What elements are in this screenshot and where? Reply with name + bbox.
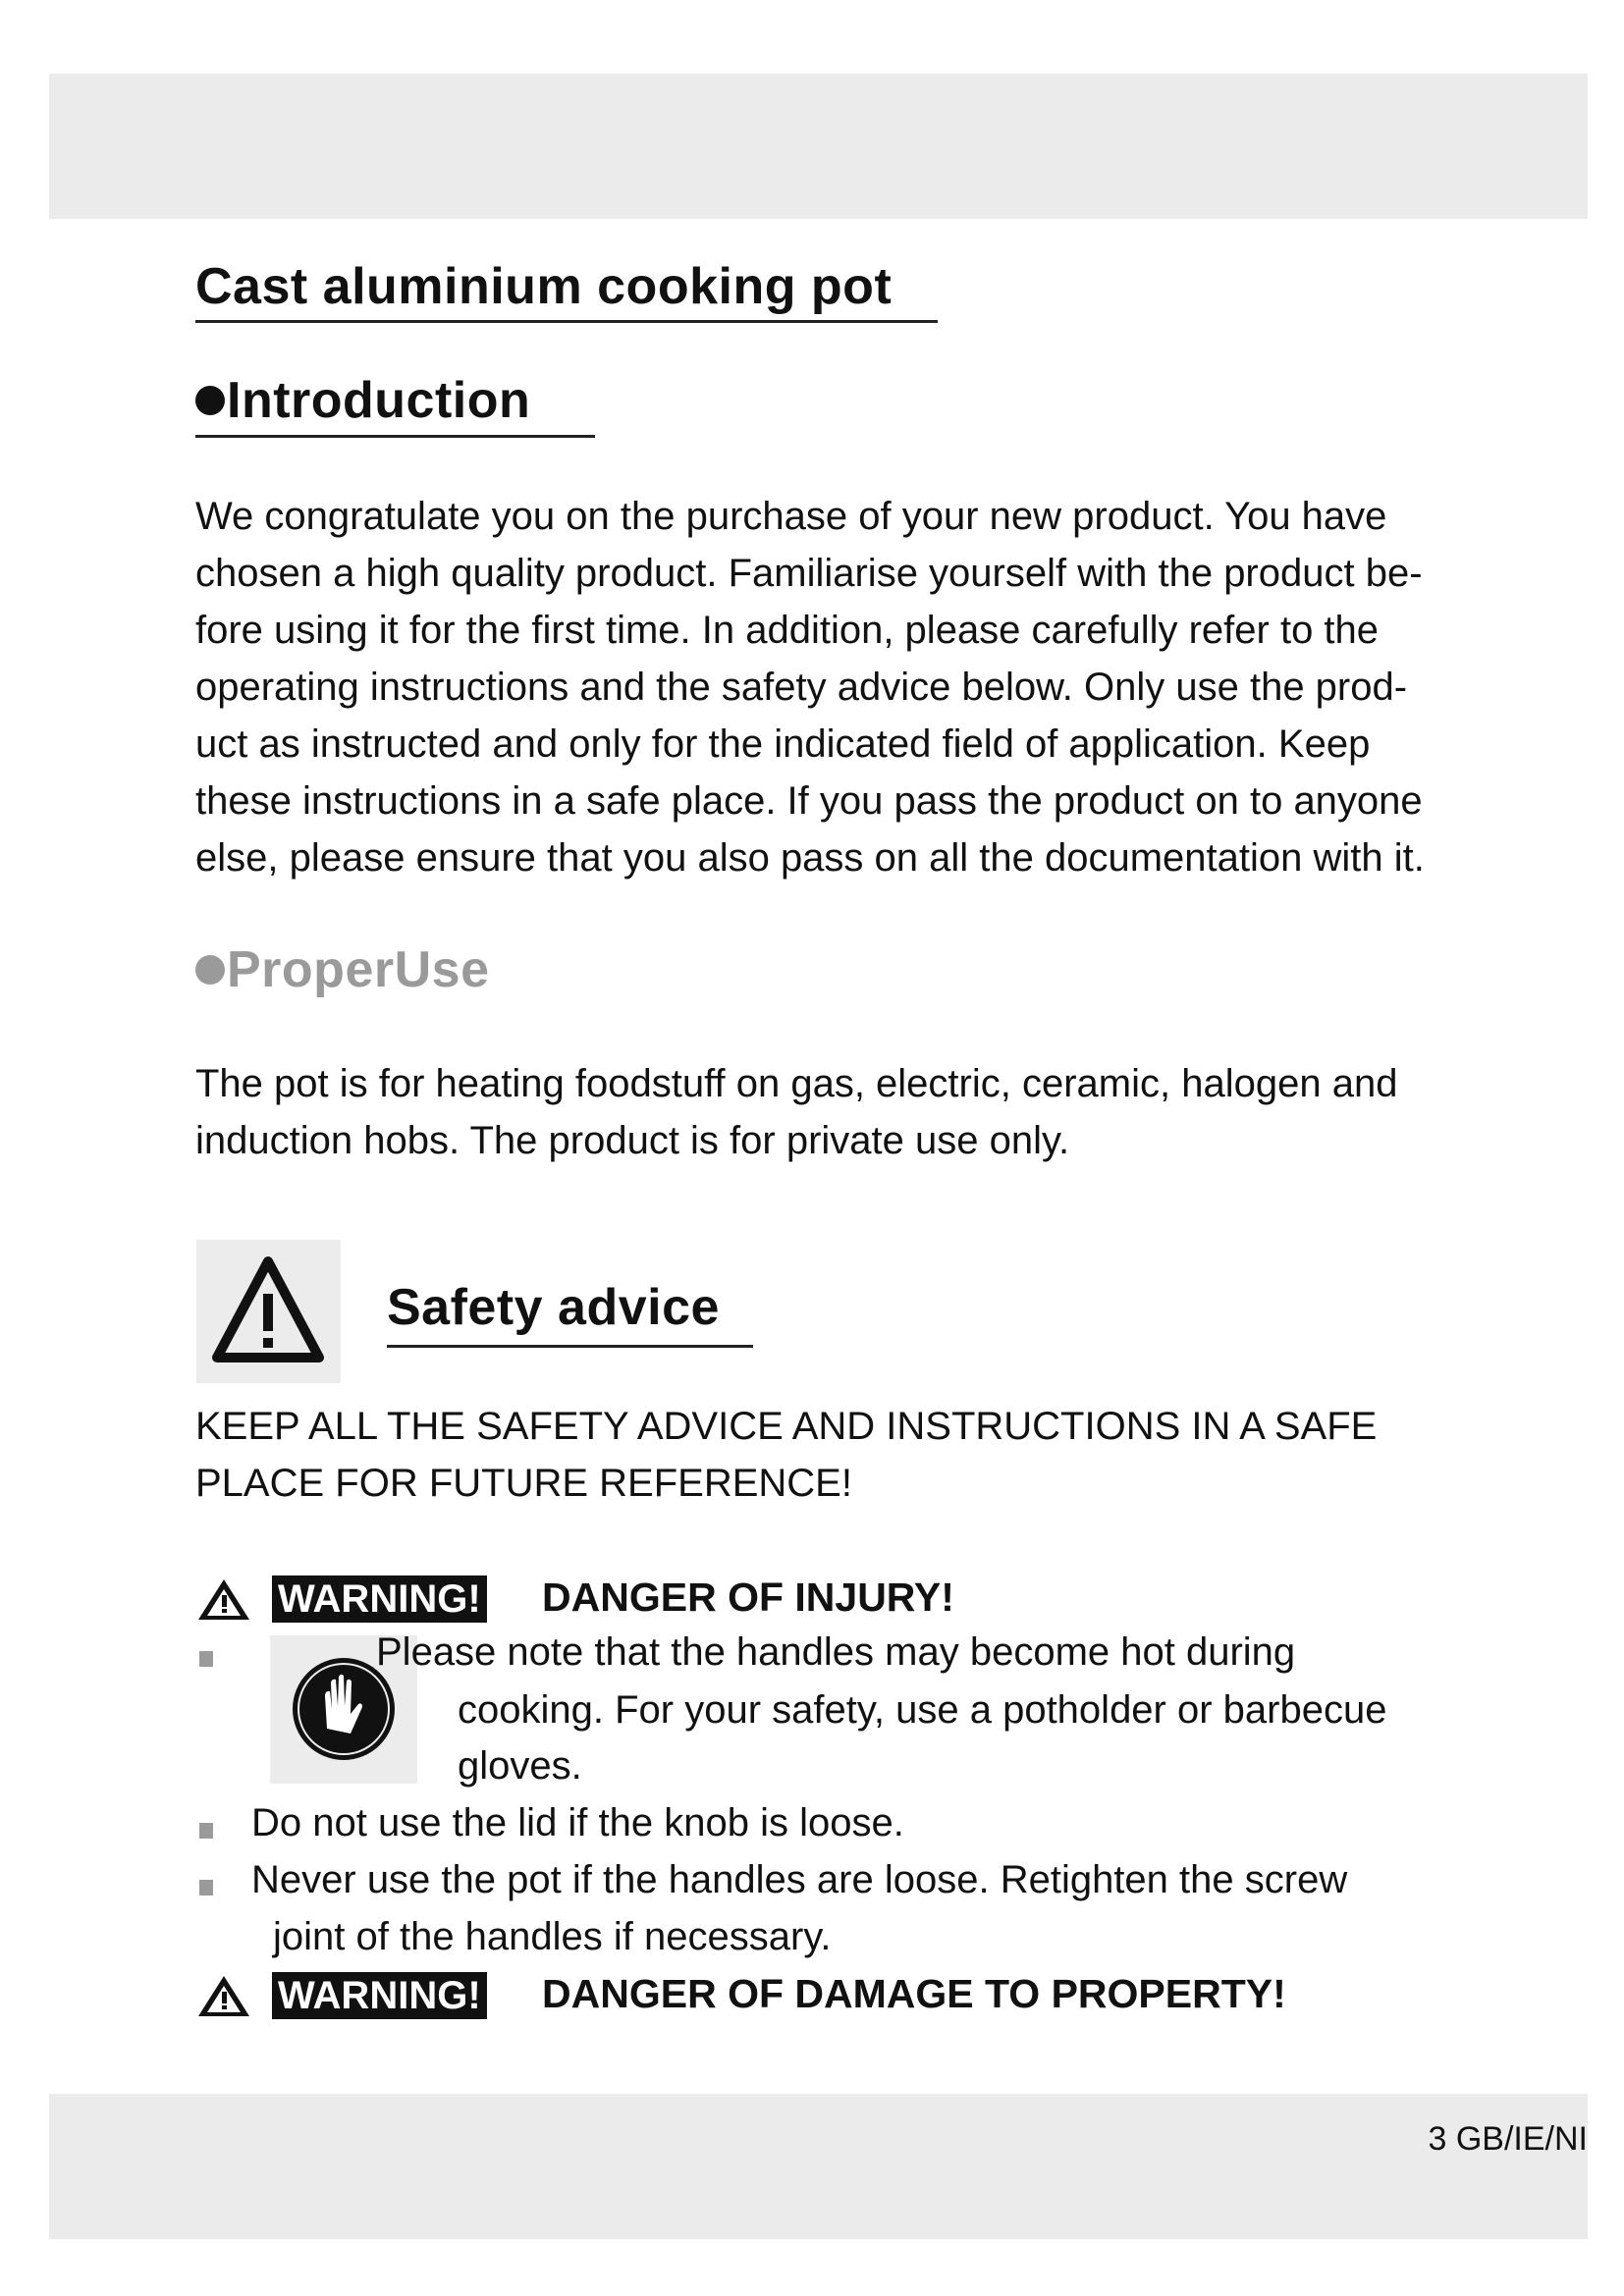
safety-advice-underline [387, 1345, 753, 1348]
text-line: chosen a high quality product. Familiarise yourself with the product be- [195, 552, 1423, 595]
bullet-square-icon [199, 1651, 213, 1667]
text-line: induction hobs. The product is for private use only. [195, 1119, 1070, 1162]
proper-use-heading-text: ProperUse [227, 941, 490, 998]
introduction-heading-text: Introduction [227, 372, 531, 429]
introduction-paragraph [195, 488, 1425, 886]
bullet-1-line-2: cooking. For your safety, use a potholder or barbecue [458, 1688, 1387, 1732]
safety-advice-heading: Safety advice [387, 1279, 720, 1336]
text-line: else, please ensure that you also pass on all the documentation with it. [195, 836, 1425, 880]
text-line: these instructions in a safe place. If you pass the product on to anyone [195, 779, 1423, 823]
text-line: uct as instructed and only for the indicated field of application. Keep [195, 722, 1371, 766]
text-line: We congratulate you on the purchase of your new product. You have [195, 495, 1387, 538]
warning-label: WARNING! [272, 1972, 487, 2019]
text-line: operating instructions and the safety advice below. Only use the prod- [195, 666, 1408, 709]
bullet-2-text: Do not use the lid if the knob is loose. [251, 1801, 904, 1844]
page-title: Cast aluminium cooking pot [195, 258, 893, 315]
bullet-1-line-1: Please note that the handles may become hot during [376, 1630, 1296, 1674]
header-band [49, 74, 1588, 219]
danger-of-injury-text: DANGER OF INJURY! [542, 1575, 954, 1620]
bullet-1-line-3: gloves. [458, 1744, 582, 1788]
introduction-underline [195, 435, 595, 438]
text-line: KEEP ALL THE SAFETY ADVICE AND INSTRUCTIONS IN A SAFE [195, 1405, 1378, 1448]
warning-small-triangle-icon [196, 1972, 252, 2024]
bullet-dot-icon [195, 955, 225, 985]
warning-label: WARNING! [272, 1575, 487, 1623]
bullet-3-line-1: Never use the pot if the handles are loose. Retighten the screw [251, 1858, 1348, 1901]
bullet-3-line-2: joint of the handles if necessary. [273, 1915, 832, 1958]
warning-triangle-icon [196, 1240, 341, 1383]
text-line: The pot is for heating foodstuff on gas, electric, ceramic, halogen and [195, 1062, 1398, 1105]
text-line: fore using it for the first time. In addition, please carefully refer to the [195, 609, 1380, 652]
keep-advice-text [195, 1398, 1377, 1512]
bullet-dot-icon [195, 386, 225, 415]
title-underline [195, 320, 938, 323]
warning-small-triangle-icon [196, 1575, 252, 1628]
bullet-square-icon [199, 1880, 213, 1896]
proper-use-paragraph [195, 1055, 1397, 1169]
proper-use-heading [195, 940, 490, 999]
bullet-square-icon [199, 1823, 213, 1839]
text-line: PLACE FOR FUTURE REFERENCE! [195, 1462, 852, 1505]
footer-band [49, 2094, 1588, 2239]
page-number: 3 GB/IE/NI [1428, 2120, 1588, 2158]
introduction-heading [195, 371, 530, 430]
danger-of-property-damage-text: DANGER OF DAMAGE TO PROPERTY! [542, 1971, 1286, 2016]
